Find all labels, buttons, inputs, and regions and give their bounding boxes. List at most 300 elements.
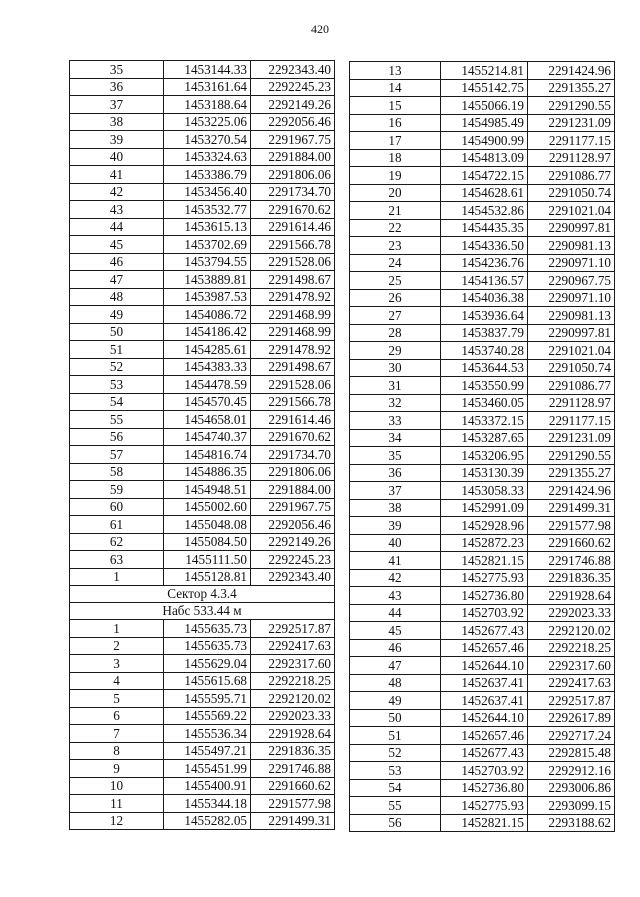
y-coordinate-cell: 2290981.13	[528, 237, 615, 255]
x-coordinate-cell: 1453225.06	[164, 113, 251, 131]
point-number-cell: 55	[350, 797, 441, 815]
x-coordinate-cell: 1454813.09	[441, 149, 528, 167]
point-number-cell: 45	[70, 236, 164, 254]
y-coordinate-cell: 2291231.09	[528, 114, 615, 132]
section-subtitle-row	[70, 603, 335, 620]
table-row	[350, 692, 615, 710]
table-row	[350, 657, 615, 675]
y-coordinate-cell: 2291478.92	[251, 288, 335, 306]
point-number-cell: 60	[70, 498, 164, 516]
table-row	[70, 78, 335, 96]
x-coordinate-cell: 1452775.93	[441, 569, 528, 587]
table-row	[350, 779, 615, 797]
table-row	[350, 447, 615, 465]
x-coordinate-cell: 1455142.75	[441, 79, 528, 97]
table-row	[70, 323, 335, 341]
point-number-cell: 18	[350, 149, 441, 167]
x-coordinate-cell: 1454740.37	[164, 428, 251, 446]
y-coordinate-cell: 2292120.02	[251, 690, 335, 708]
point-number-cell: 62	[70, 533, 164, 551]
point-number-cell: 34	[350, 429, 441, 447]
section-subtitle: Набс 533.44 м	[70, 603, 335, 620]
point-number-cell: 50	[350, 709, 441, 727]
y-coordinate-cell: 2292120.02	[528, 622, 615, 640]
y-coordinate-cell: 2291021.04	[528, 202, 615, 220]
y-coordinate-cell: 2291928.64	[251, 725, 335, 743]
point-number-cell: 20	[350, 184, 441, 202]
coordinates-table-left	[69, 60, 335, 830]
x-coordinate-cell: 1452821.15	[441, 552, 528, 570]
point-number-cell: 48	[70, 288, 164, 306]
table-row	[70, 358, 335, 376]
table-row	[70, 655, 335, 673]
y-coordinate-cell: 2291290.55	[528, 97, 615, 115]
x-coordinate-cell: 1455111.50	[164, 551, 251, 569]
table-row	[70, 131, 335, 149]
table-row	[350, 167, 615, 185]
point-number-cell: 55	[70, 411, 164, 429]
x-coordinate-cell: 1452872.23	[441, 534, 528, 552]
point-number-cell: 35	[350, 447, 441, 465]
y-coordinate-cell: 2292343.40	[251, 568, 335, 586]
y-coordinate-cell: 2292912.16	[528, 762, 615, 780]
section-title: Сектор 4.3.4	[70, 586, 335, 603]
x-coordinate-cell: 1455497.21	[164, 742, 251, 760]
point-number-cell: 11	[70, 795, 164, 813]
table-row	[350, 552, 615, 570]
table-row	[350, 377, 615, 395]
x-coordinate-cell: 1453532.77	[164, 201, 251, 219]
point-number-cell: 54	[350, 779, 441, 797]
point-number-cell: 9	[70, 760, 164, 778]
y-coordinate-cell: 2292317.60	[528, 657, 615, 675]
y-coordinate-cell: 2291231.09	[528, 429, 615, 447]
point-number-cell: 39	[70, 131, 164, 149]
point-number-cell: 12	[70, 812, 164, 830]
table-row	[70, 428, 335, 446]
x-coordinate-cell: 1453460.05	[441, 394, 528, 412]
table-row	[350, 97, 615, 115]
x-coordinate-cell: 1454383.33	[164, 358, 251, 376]
x-coordinate-cell: 1452644.10	[441, 709, 528, 727]
point-number-cell: 49	[350, 692, 441, 710]
point-number-cell: 43	[70, 201, 164, 219]
x-coordinate-cell: 1455629.04	[164, 655, 251, 673]
table-row	[350, 709, 615, 727]
y-coordinate-cell: 2291498.67	[251, 358, 335, 376]
y-coordinate-cell: 2291670.62	[251, 428, 335, 446]
x-coordinate-cell: 1455451.99	[164, 760, 251, 778]
point-number-cell: 25	[350, 272, 441, 290]
x-coordinate-cell: 1452677.43	[441, 744, 528, 762]
point-number-cell: 19	[350, 167, 441, 185]
table-row	[350, 412, 615, 430]
table-row	[350, 237, 615, 255]
point-number-cell: 14	[350, 79, 441, 97]
x-coordinate-cell: 1454900.99	[441, 132, 528, 150]
point-number-cell: 57	[70, 446, 164, 464]
point-number-cell: 28	[350, 324, 441, 342]
y-coordinate-cell: 2291478.92	[251, 341, 335, 359]
x-coordinate-cell: 1452637.41	[441, 674, 528, 692]
x-coordinate-cell: 1455400.91	[164, 777, 251, 795]
x-coordinate-cell: 1455084.50	[164, 533, 251, 551]
point-number-cell: 59	[70, 481, 164, 499]
y-coordinate-cell: 2291884.00	[251, 481, 335, 499]
x-coordinate-cell: 1454336.50	[441, 237, 528, 255]
table-row	[70, 672, 335, 690]
point-number-cell: 56	[70, 428, 164, 446]
y-coordinate-cell: 2291355.27	[528, 464, 615, 482]
table-row	[70, 393, 335, 411]
y-coordinate-cell: 2291746.88	[528, 552, 615, 570]
y-coordinate-cell: 2291128.97	[528, 149, 615, 167]
y-coordinate-cell: 2290967.75	[528, 272, 615, 290]
x-coordinate-cell: 1454886.35	[164, 463, 251, 481]
table-row	[70, 637, 335, 655]
y-coordinate-cell: 2292417.63	[528, 674, 615, 692]
x-coordinate-cell: 1453794.55	[164, 253, 251, 271]
y-coordinate-cell: 2292056.46	[251, 113, 335, 131]
y-coordinate-cell: 2291177.15	[528, 132, 615, 150]
point-number-cell: 43	[350, 587, 441, 605]
y-coordinate-cell: 2291086.77	[528, 377, 615, 395]
y-coordinate-cell: 2291884.00	[251, 148, 335, 166]
point-number-cell: 37	[350, 482, 441, 500]
y-coordinate-cell: 2292343.40	[251, 61, 335, 79]
point-number-cell: 50	[70, 323, 164, 341]
point-number-cell: 63	[70, 551, 164, 569]
y-coordinate-cell: 2290981.13	[528, 307, 615, 325]
x-coordinate-cell: 1454948.51	[164, 481, 251, 499]
y-coordinate-cell: 2291577.98	[528, 517, 615, 535]
table-row	[70, 463, 335, 481]
x-coordinate-cell: 1452703.92	[441, 604, 528, 622]
x-coordinate-cell: 1453456.40	[164, 183, 251, 201]
table-row	[70, 341, 335, 359]
point-number-cell: 3	[70, 655, 164, 673]
x-coordinate-cell: 1455066.19	[441, 97, 528, 115]
table-row	[350, 762, 615, 780]
table-row	[70, 113, 335, 131]
y-coordinate-cell: 2293188.62	[528, 814, 615, 832]
y-coordinate-cell: 2290971.10	[528, 289, 615, 307]
point-number-cell: 6	[70, 707, 164, 725]
point-number-cell: 42	[70, 183, 164, 201]
x-coordinate-cell: 1452928.96	[441, 517, 528, 535]
table-row	[350, 324, 615, 342]
table-row	[350, 797, 615, 815]
x-coordinate-cell: 1452736.80	[441, 779, 528, 797]
point-number-cell: 47	[350, 657, 441, 675]
table-row	[70, 568, 335, 586]
x-coordinate-cell: 1455128.81	[164, 568, 251, 586]
point-number-cell: 5	[70, 690, 164, 708]
section-title-row	[70, 586, 335, 603]
point-number-cell: 49	[70, 306, 164, 324]
x-coordinate-cell: 1455536.34	[164, 725, 251, 743]
y-coordinate-cell: 2290997.81	[528, 219, 615, 237]
x-coordinate-cell: 1453287.65	[441, 429, 528, 447]
table-row	[70, 707, 335, 725]
x-coordinate-cell: 1454086.72	[164, 306, 251, 324]
point-number-cell: 56	[350, 814, 441, 832]
table-row	[350, 569, 615, 587]
point-number-cell: 47	[70, 271, 164, 289]
table-row	[70, 481, 335, 499]
y-coordinate-cell: 2292023.33	[251, 707, 335, 725]
x-coordinate-cell: 1455002.60	[164, 498, 251, 516]
x-coordinate-cell: 1453058.33	[441, 482, 528, 500]
point-number-cell: 51	[350, 727, 441, 745]
point-number-cell: 41	[70, 166, 164, 184]
table-row	[350, 464, 615, 482]
point-number-cell: 13	[350, 62, 441, 80]
table-body-lower	[70, 620, 335, 830]
x-coordinate-cell: 1454036.38	[441, 289, 528, 307]
y-coordinate-cell: 2290971.10	[528, 254, 615, 272]
table-row	[350, 727, 615, 745]
y-coordinate-cell: 2291498.67	[251, 271, 335, 289]
y-coordinate-cell: 2291355.27	[528, 79, 615, 97]
x-coordinate-cell: 1455344.18	[164, 795, 251, 813]
table-row	[70, 236, 335, 254]
y-coordinate-cell: 2293006.86	[528, 779, 615, 797]
point-number-cell: 7	[70, 725, 164, 743]
y-coordinate-cell: 2291528.06	[251, 376, 335, 394]
y-coordinate-cell: 2291050.74	[528, 184, 615, 202]
x-coordinate-cell: 1455635.73	[164, 620, 251, 638]
point-number-cell: 44	[350, 604, 441, 622]
y-coordinate-cell: 2292815.48	[528, 744, 615, 762]
y-coordinate-cell: 2291566.78	[251, 236, 335, 254]
y-coordinate-cell: 2291734.70	[251, 183, 335, 201]
table-row	[70, 148, 335, 166]
table-row	[350, 219, 615, 237]
y-coordinate-cell: 2291021.04	[528, 342, 615, 360]
table-row	[70, 166, 335, 184]
point-number-cell: 22	[350, 219, 441, 237]
y-coordinate-cell: 2291566.78	[251, 393, 335, 411]
y-coordinate-cell: 2291670.62	[251, 201, 335, 219]
y-coordinate-cell: 2292218.25	[251, 672, 335, 690]
y-coordinate-cell: 2292023.33	[528, 604, 615, 622]
x-coordinate-cell: 1455595.71	[164, 690, 251, 708]
x-coordinate-cell: 1452775.93	[441, 797, 528, 815]
y-coordinate-cell: 2291746.88	[251, 760, 335, 778]
x-coordinate-cell: 1453837.79	[441, 324, 528, 342]
table-row	[350, 674, 615, 692]
y-coordinate-cell: 2291660.62	[528, 534, 615, 552]
table-row	[350, 639, 615, 657]
table-row	[350, 604, 615, 622]
x-coordinate-cell: 1453144.33	[164, 61, 251, 79]
table-row	[70, 446, 335, 464]
x-coordinate-cell: 1452703.92	[441, 762, 528, 780]
x-coordinate-cell: 1454186.42	[164, 323, 251, 341]
y-coordinate-cell: 2291499.31	[251, 812, 335, 830]
table-row	[350, 149, 615, 167]
table-row	[350, 114, 615, 132]
x-coordinate-cell: 1455635.73	[164, 637, 251, 655]
x-coordinate-cell: 1455615.68	[164, 672, 251, 690]
table-row	[350, 587, 615, 605]
y-coordinate-cell: 2292149.26	[251, 533, 335, 551]
point-number-cell: 1	[70, 620, 164, 638]
point-number-cell: 29	[350, 342, 441, 360]
y-coordinate-cell: 2291177.15	[528, 412, 615, 430]
y-coordinate-cell: 2292517.87	[251, 620, 335, 638]
table-row	[70, 411, 335, 429]
table-row	[70, 306, 335, 324]
x-coordinate-cell: 1452657.46	[441, 639, 528, 657]
y-coordinate-cell: 2291614.46	[251, 218, 335, 236]
x-coordinate-cell: 1454985.49	[441, 114, 528, 132]
table-row	[350, 499, 615, 517]
x-coordinate-cell: 1455048.08	[164, 516, 251, 534]
x-coordinate-cell: 1453324.63	[164, 148, 251, 166]
table-row	[70, 551, 335, 569]
table-row	[350, 534, 615, 552]
table-row	[70, 201, 335, 219]
y-coordinate-cell: 2292245.23	[251, 551, 335, 569]
y-coordinate-cell: 2290997.81	[528, 324, 615, 342]
x-coordinate-cell: 1454285.61	[164, 341, 251, 359]
table-row	[350, 202, 615, 220]
table-row	[350, 62, 615, 80]
x-coordinate-cell: 1454435.35	[441, 219, 528, 237]
y-coordinate-cell: 2291806.06	[251, 166, 335, 184]
table-row	[350, 517, 615, 535]
point-number-cell: 46	[70, 253, 164, 271]
table-row	[70, 183, 335, 201]
point-number-cell: 42	[350, 569, 441, 587]
table-body-upper	[70, 61, 335, 586]
y-coordinate-cell: 2291528.06	[251, 253, 335, 271]
x-coordinate-cell: 1454532.86	[441, 202, 528, 220]
x-coordinate-cell: 1454570.45	[164, 393, 251, 411]
x-coordinate-cell: 1453987.53	[164, 288, 251, 306]
table-row	[70, 690, 335, 708]
point-number-cell: 39	[350, 517, 441, 535]
y-coordinate-cell: 2292149.26	[251, 96, 335, 114]
x-coordinate-cell: 1453130.39	[441, 464, 528, 482]
page-number: 420	[311, 22, 329, 36]
y-coordinate-cell: 2291928.64	[528, 587, 615, 605]
table-row	[70, 218, 335, 236]
x-coordinate-cell: 1454816.74	[164, 446, 251, 464]
y-coordinate-cell: 2291050.74	[528, 359, 615, 377]
point-number-cell: 54	[70, 393, 164, 411]
y-coordinate-cell: 2291614.46	[251, 411, 335, 429]
point-number-cell: 8	[70, 742, 164, 760]
point-number-cell: 45	[350, 622, 441, 640]
point-number-cell: 23	[350, 237, 441, 255]
coordinates-table-right	[349, 61, 615, 832]
y-coordinate-cell: 2291660.62	[251, 777, 335, 795]
y-coordinate-cell: 2292056.46	[251, 516, 335, 534]
table-row	[350, 272, 615, 290]
section-header	[70, 586, 335, 620]
y-coordinate-cell: 2291499.31	[528, 499, 615, 517]
y-coordinate-cell: 2291086.77	[528, 167, 615, 185]
table-row	[350, 254, 615, 272]
table-row	[350, 429, 615, 447]
table-row	[350, 359, 615, 377]
point-number-cell: 17	[350, 132, 441, 150]
point-number-cell: 52	[350, 744, 441, 762]
y-coordinate-cell: 2292617.89	[528, 709, 615, 727]
point-number-cell: 48	[350, 674, 441, 692]
y-coordinate-cell: 2291424.96	[528, 482, 615, 500]
x-coordinate-cell: 1453206.95	[441, 447, 528, 465]
point-number-cell: 40	[350, 534, 441, 552]
x-coordinate-cell: 1452644.10	[441, 657, 528, 675]
point-number-cell: 38	[70, 113, 164, 131]
y-coordinate-cell: 2291836.35	[251, 742, 335, 760]
y-coordinate-cell: 2291806.06	[251, 463, 335, 481]
point-number-cell: 53	[70, 376, 164, 394]
x-coordinate-cell: 1453372.15	[441, 412, 528, 430]
point-number-cell: 36	[350, 464, 441, 482]
point-number-cell: 16	[350, 114, 441, 132]
point-number-cell: 21	[350, 202, 441, 220]
table-row	[70, 777, 335, 795]
x-coordinate-cell: 1452637.41	[441, 692, 528, 710]
x-coordinate-cell: 1454628.61	[441, 184, 528, 202]
point-number-cell: 27	[350, 307, 441, 325]
y-coordinate-cell: 2292245.23	[251, 78, 335, 96]
point-number-cell: 31	[350, 377, 441, 395]
y-coordinate-cell: 2292717.24	[528, 727, 615, 745]
x-coordinate-cell: 1453740.28	[441, 342, 528, 360]
point-number-cell: 41	[350, 552, 441, 570]
point-number-cell: 52	[70, 358, 164, 376]
table-row	[350, 394, 615, 412]
point-number-cell: 40	[70, 148, 164, 166]
x-coordinate-cell: 1454136.57	[441, 272, 528, 290]
table-row	[70, 742, 335, 760]
table-row	[70, 271, 335, 289]
x-coordinate-cell: 1454658.01	[164, 411, 251, 429]
point-number-cell: 46	[350, 639, 441, 657]
x-coordinate-cell: 1453270.54	[164, 131, 251, 149]
y-coordinate-cell: 2291128.97	[528, 394, 615, 412]
point-number-cell: 53	[350, 762, 441, 780]
x-coordinate-cell: 1453889.81	[164, 271, 251, 289]
point-number-cell: 1	[70, 568, 164, 586]
table-row	[70, 533, 335, 551]
table-row	[350, 307, 615, 325]
table-row	[70, 96, 335, 114]
table-body	[350, 62, 615, 832]
point-number-cell: 38	[350, 499, 441, 517]
table-row	[350, 482, 615, 500]
point-number-cell: 10	[70, 777, 164, 795]
point-number-cell: 51	[70, 341, 164, 359]
y-coordinate-cell: 2291290.55	[528, 447, 615, 465]
table-row	[350, 79, 615, 97]
y-coordinate-cell: 2291577.98	[251, 795, 335, 813]
y-coordinate-cell: 2291468.99	[251, 323, 335, 341]
point-number-cell: 32	[350, 394, 441, 412]
x-coordinate-cell: 1455214.81	[441, 62, 528, 80]
table-row	[350, 289, 615, 307]
point-number-cell: 58	[70, 463, 164, 481]
x-coordinate-cell: 1452677.43	[441, 622, 528, 640]
y-coordinate-cell: 2291836.35	[528, 569, 615, 587]
point-number-cell: 24	[350, 254, 441, 272]
